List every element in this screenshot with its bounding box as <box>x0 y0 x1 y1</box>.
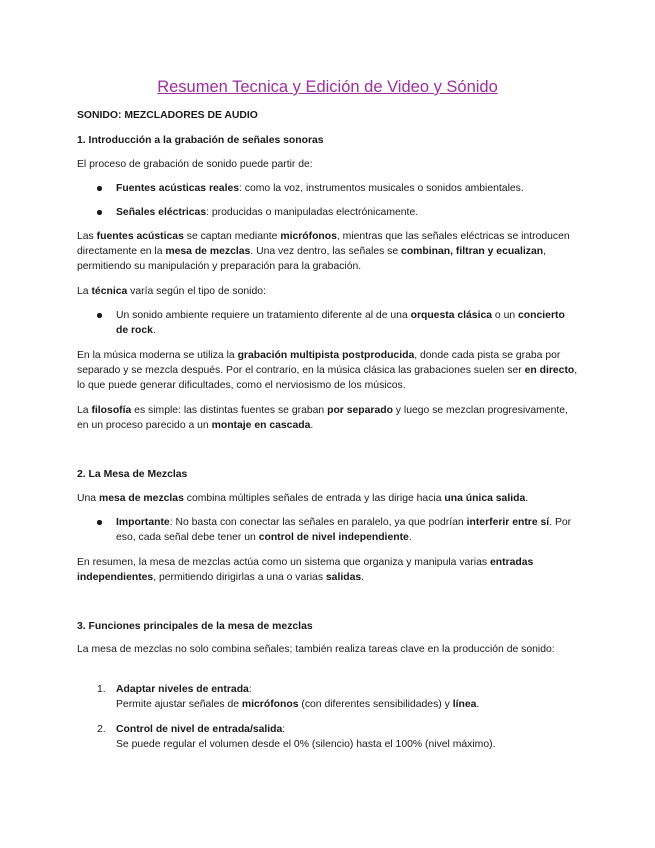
heading-2: 2. La Mesa de Mezclas <box>77 469 188 480</box>
list-number: 2. <box>97 724 106 735</box>
bullet-icon <box>97 205 103 220</box>
paragraph-1: El proceso de grabación de sonido puede partir de: <box>77 159 313 170</box>
paragraph-6: Una mesa de mezclas combina múltiples señales de entrada y las dirige hacia una única salida. <box>77 493 529 504</box>
bullet-icon <box>97 308 103 323</box>
paragraph-2: Las fuentes acústicas se captan mediante micrófonos, mientras que las señales eléctricas se introducen directamente en la mesa de mezclas. Una vez dentro, las señales se combinan, filtran y ecualizan, permitiendo su manipulación y preparación para la grabación. <box>77 231 570 272</box>
bullet-item-2: Señales eléctricas: producidas o manipuladas electrónicamente. <box>116 207 419 218</box>
paragraph-8: La mesa de mezclas no solo combina señales; también realiza tareas clave en la producción de sonido: <box>77 644 555 655</box>
section-heading: SONIDO: MEZCLADORES DE AUDIO <box>77 110 258 121</box>
document-title: Resumen Tecnica y Edición de Video y Sónido <box>157 78 498 96</box>
heading-3: 3. Funciones principales de la mesa de mezclas <box>77 621 313 632</box>
numbered-item-1: Adaptar niveles de entrada: Permite ajustar señales de micrófonos (con diferentes sensibilidades) y línea. <box>116 684 480 710</box>
bullet-icon <box>97 515 103 530</box>
bullet-item-4: Importante: No basta con conectar las señales en paralelo, ya que podrían interferir entre sí. Por eso, cada señal debe tener un control de nivel independiente. <box>116 517 572 543</box>
heading-1: 1. Introducción a la grabación de señales sonoras <box>77 135 324 146</box>
numbered-item-2: Control de nivel de entrada/salida: Se puede regular el volumen desde el 0% (silencio) hasta el 100% (nivel máximo). <box>116 724 496 750</box>
list-number: 1. <box>97 684 106 695</box>
paragraph-4: En la música moderna se utiliza la grabación multipista postproducida, donde cada pista se graba por separado y se mezcla después. Por el contrario, en la música clásica las grabaciones suelen ser en directo, lo que puede generar dificultades, como el nerviosismo de los músicos. <box>77 350 578 391</box>
bullet-item-3: Un sonido ambiente requiere un tratamiento diferente al de una orquesta clásica o un concierto de rock. <box>116 310 565 336</box>
bullet-icon <box>97 181 103 196</box>
bullet-item-1: Fuentes acústicas reales: como la voz, instrumentos musicales o sonidos ambientales. <box>116 183 524 194</box>
paragraph-3: La técnica varía según el tipo de sonido: <box>77 286 266 297</box>
paragraph-5: La filosofía es simple: las distintas fuentes se graban por separado y luego se mezclan progresivamente, en un proceso parecido a un montaje en cascada. <box>77 405 568 431</box>
paragraph-7: En resumen, la mesa de mezclas actúa como un sistema que organiza y manipula varias entradas independientes, permitiendo dirigirlas a una o varias salidas. <box>77 557 534 583</box>
